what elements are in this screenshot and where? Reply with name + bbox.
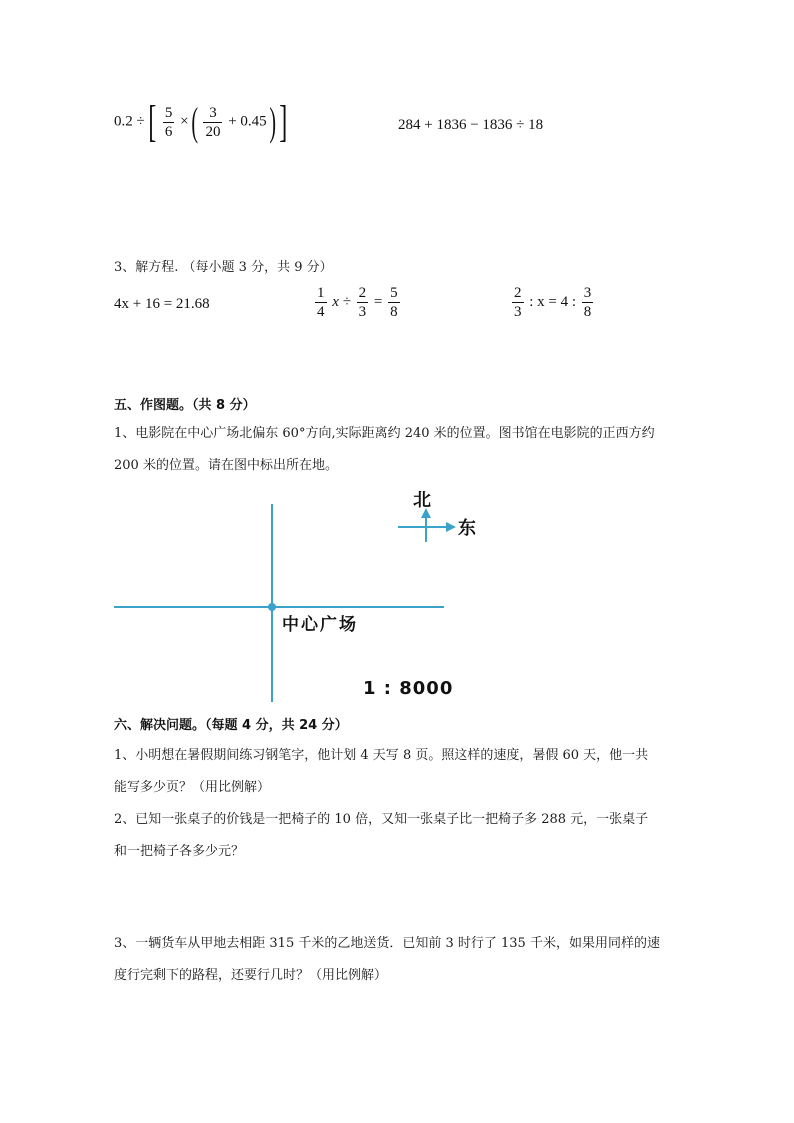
compass-diagram — [0, 480, 794, 710]
expr1-lead: 0.2 ÷ — [114, 113, 145, 130]
section-6-q3-line2: 度行完剩下的路程，还要行几时？（用比例解） — [114, 968, 388, 983]
section-6-q1-line2: 能写多少页？（用比例解） — [114, 780, 271, 795]
center-label: 中心广场 — [282, 615, 358, 635]
section-5-q1-line1: 1、电影院在中心广场北偏东 60°方向,实际距离约 240 米的位置。图书馆在电影院的正西方约 — [114, 426, 655, 441]
equation-2: $\frac{1}{4}$ x ÷ $\frac{2}{3}$ = $\frac{5}{8}$ — [317, 285, 398, 320]
section-5-q1-line2: 200 米的位置。请在图中标出所在地。 — [114, 458, 338, 473]
east-label: 东 — [458, 518, 476, 539]
fraction-3-20: $\frac{3}{20}$ — [205, 104, 221, 140]
section-5-heading: 五、作图题。（共 8 分） — [114, 398, 256, 413]
section-6-heading: 六、解决问题。（每题 4 分，共 24 分） — [114, 718, 348, 733]
scale-label: 1 : 8000 — [363, 678, 454, 699]
fraction-5-6: $\frac{5}{6}$ — [164, 104, 173, 140]
expr1-tail: + 0.45 — [228, 113, 267, 130]
north-label: 北 — [413, 490, 431, 511]
section-6-q2-line1: 2、已知一张桌子的价钱是一把椅子的 10 倍，又知一张桌子比一把椅子多 288 元，一张桌子 — [114, 812, 649, 827]
section-6-q2-line2: 和一把椅子各多少元？ — [114, 844, 245, 859]
expression-1: 0.2 ÷ [ $\frac{5}{6}$ × ( $\frac{3}{20}$ + 0.45 ) ] — [114, 97, 288, 146]
east-arrow-icon — [446, 522, 456, 532]
center-point — [268, 603, 276, 611]
section-6-q3-line1: 3、一辆货车从甲地去相距 315 千米的乙地送货．已知前 3 时行了 135 千米，如果用同样的速 — [114, 936, 660, 951]
equation-3: $\frac{2}{3}$ : x = 4 : $\frac{3}{8}$ — [514, 285, 592, 320]
equation-1: 4x + 16 = 21.68 — [114, 296, 210, 312]
expr1-times: × — [180, 113, 189, 130]
expression-2: 284 + 1836 − 1836 ÷ 18 — [398, 117, 544, 133]
section-3-title: 3、解方程. （每小题 3 分，共 9 分） — [114, 260, 333, 275]
section-6-q1-line1: 1、小明想在暑假期间练习钢笔字，他计划 4 天写 8 页。照这样的速度，暑假 60 天，他一共 — [114, 748, 649, 763]
